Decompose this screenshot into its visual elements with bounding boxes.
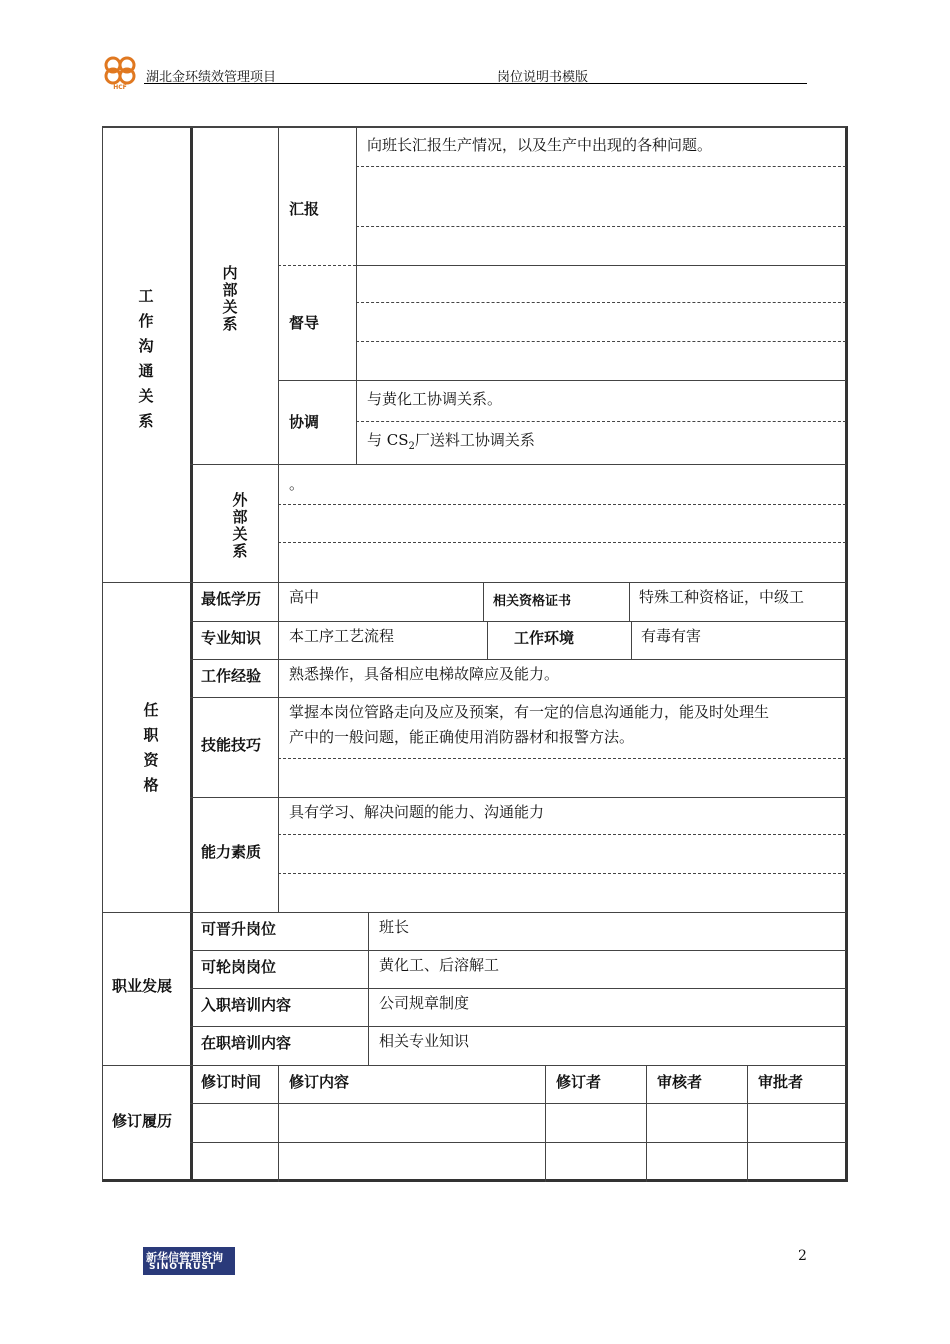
knowledge-label: 专业知识 bbox=[201, 629, 262, 647]
dashed-rule bbox=[356, 302, 846, 303]
col-divider bbox=[631, 621, 632, 659]
report-line-1: 向班长汇报生产情况，以及生产中出现的各种问题。 bbox=[367, 136, 713, 154]
induction-label: 入职培训内容 bbox=[201, 996, 292, 1014]
certificate-value: 特殊工种资格证，中级工 bbox=[639, 588, 805, 606]
ability-label: 能力素质 bbox=[201, 843, 262, 861]
coordinate-line-2: 与 $CS_2$厂送料工协调关系 bbox=[367, 431, 535, 452]
environment-value: 有毒有害 bbox=[641, 627, 702, 645]
section-rule bbox=[103, 912, 846, 913]
row-rule bbox=[190, 659, 846, 660]
dashed-rule bbox=[356, 226, 846, 227]
col-divider-3 bbox=[356, 128, 357, 464]
revision-label: 修订履历 bbox=[112, 1112, 173, 1130]
experience-label: 工作经验 bbox=[201, 667, 262, 685]
onjob-value: 相关专业知识 bbox=[379, 1032, 470, 1050]
education-label: 最低学历 bbox=[201, 590, 262, 608]
knowledge-value: 本工序工艺流程 bbox=[289, 627, 395, 645]
skill-label: 技能技巧 bbox=[201, 736, 262, 754]
rotate-label: 可轮岗岗位 bbox=[201, 958, 277, 976]
page-number: 2 bbox=[798, 1248, 807, 1264]
section-rule bbox=[103, 582, 846, 583]
col-divider bbox=[646, 1065, 647, 1182]
dashed-rule bbox=[278, 873, 846, 874]
row-rule bbox=[190, 621, 846, 622]
environment-label: 工作环境 bbox=[514, 629, 575, 647]
col-divider-2 bbox=[278, 128, 279, 464]
row-rule bbox=[190, 1103, 846, 1104]
ability-value: 具有学习、解决问题的能力、沟通能力 bbox=[289, 803, 545, 821]
report-label: 汇报 bbox=[289, 200, 320, 218]
qualification-label: 任 职 资 格 bbox=[143, 701, 159, 794]
skill-line-2: 产中的一般问题，能正确使用消防器材和报警方法。 bbox=[289, 728, 635, 746]
internal-relation-label: 内 部 关 系 bbox=[222, 264, 238, 333]
dashed-rule bbox=[278, 504, 846, 505]
row-rule bbox=[190, 950, 846, 951]
rotate-value: 黄化工、后溶解工 bbox=[379, 956, 500, 974]
dashed-rule bbox=[278, 542, 846, 543]
career-label: 职业发展 bbox=[112, 977, 173, 995]
dashed-rule bbox=[278, 758, 846, 759]
col-divider bbox=[278, 1065, 279, 1182]
reviser-header: 修订者 bbox=[556, 1073, 602, 1091]
header-rule bbox=[144, 83, 807, 84]
revision-content-header: 修订内容 bbox=[289, 1073, 350, 1091]
section-rule bbox=[103, 1065, 846, 1066]
col-divider bbox=[487, 621, 488, 659]
sinotrust-logo: 新华信管理咨询 SINOTRUST bbox=[143, 1247, 235, 1275]
dashed-rule bbox=[356, 166, 846, 167]
project-name: 湖北金环绩效管理项目 bbox=[146, 70, 277, 85]
education-value: 高中 bbox=[289, 588, 320, 606]
col-divider bbox=[483, 582, 484, 621]
document-title: 岗位说明书模版 bbox=[497, 70, 589, 85]
svg-text:HCF: HCF bbox=[113, 84, 127, 90]
hcf-logo-icon bbox=[101, 54, 139, 90]
external-relation-label: 外 部 关 系 bbox=[232, 491, 248, 560]
dashed-rule bbox=[356, 421, 846, 422]
col-divider-q bbox=[278, 582, 279, 912]
col-divider-1 bbox=[190, 128, 193, 1182]
row-rule bbox=[190, 988, 846, 989]
row-rule bbox=[190, 1026, 846, 1027]
col-divider-ext bbox=[278, 464, 279, 582]
row-rule bbox=[190, 464, 846, 465]
certificate-label: 相关资格证书 bbox=[493, 594, 572, 609]
approver-header: 审批者 bbox=[758, 1073, 804, 1091]
promote-value: 班长 bbox=[379, 918, 410, 936]
job-description-table bbox=[102, 126, 848, 1182]
col-divider bbox=[747, 1065, 748, 1182]
row-rule bbox=[356, 265, 846, 266]
revision-time-header: 修订时间 bbox=[201, 1073, 262, 1091]
onjob-label: 在职培训内容 bbox=[201, 1034, 292, 1052]
row-rule bbox=[190, 1142, 846, 1143]
page-header bbox=[0, 0, 950, 90]
dashed-rule bbox=[356, 341, 846, 342]
promote-label: 可晋升岗位 bbox=[201, 920, 277, 938]
skill-line-1: 掌握本岗位管路走向及应及预案，有一定的信息沟通能力，能及时处理生 bbox=[289, 703, 770, 721]
row-rule bbox=[278, 380, 846, 381]
coordinate-label: 协调 bbox=[289, 413, 320, 431]
work-comm-label: 工 作 沟 通 关 系 bbox=[138, 287, 154, 430]
external-line-1: 。 bbox=[289, 475, 305, 493]
auditor-header: 审核者 bbox=[657, 1073, 703, 1091]
coordinate-line-1: 与黄化工协调关系。 bbox=[367, 390, 503, 408]
dashed-rule bbox=[278, 834, 846, 835]
experience-value: 熟悉操作，具备相应电梯故障应及能力。 bbox=[289, 665, 560, 683]
dashed-rule bbox=[278, 265, 356, 266]
row-rule bbox=[190, 797, 846, 798]
supervise-label: 督导 bbox=[289, 314, 320, 332]
col-divider bbox=[629, 582, 630, 621]
row-rule bbox=[190, 697, 846, 698]
induction-value: 公司规章制度 bbox=[379, 994, 470, 1012]
col-divider bbox=[545, 1065, 546, 1182]
